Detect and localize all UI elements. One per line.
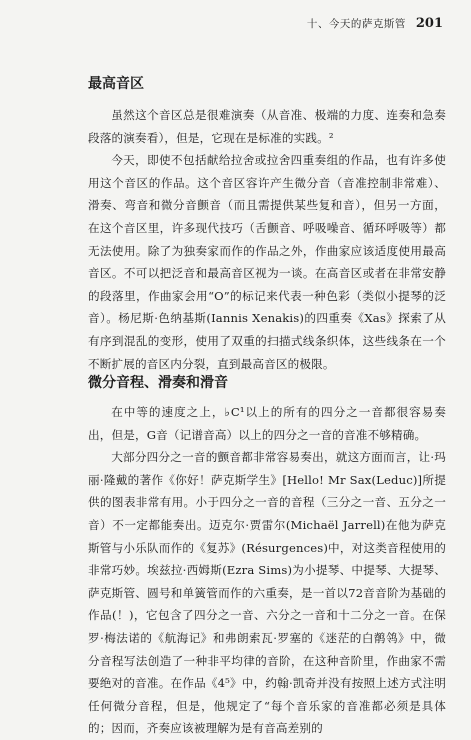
section-highest-register bbox=[88, 74, 446, 375]
paragraph: 虽然这个音区总是很难演奏（从音准、极端的力度、连奏和急奏段落的演奏看），但是，它现在是标准的实践。² bbox=[88, 108, 446, 145]
page-number: 201 bbox=[415, 16, 443, 31]
section-microtones bbox=[88, 373, 446, 740]
section-heading: 微分音程、滑奏和滑音 bbox=[88, 375, 228, 391]
section-heading: 最高音区 bbox=[88, 76, 144, 92]
paragraph: 在中等的速度之上，♭C¹以上的所有的四分之一音都很容易奏出，但是，G音（记谱音高）以上的四分之一音的音准不够精确。 bbox=[88, 405, 446, 442]
paragraph: 大部分四分之一音的颤音都非常容易奏出，就这方面而言，让·玛丽·隆戴的著作《你好！萨克斯学生》[Hello! Mr Sax(Leduc)]所提供的图表非常有用。小于四分之一音的音程（三分之一音、五分之一音）不一定都能奏出。迈克尔·贾雷尔(Michaël Jarrell)在他为萨克斯管与小乐队而作的《复苏》(Résurgences)中，对这类音程使用的非常巧妙。埃兹拉·西姆斯(Ezra Sims)为小提琴、中提琴、大提琴、萨克斯管、圆号和单簧管而作的六重奏，是一首以72音音阶为基础的作品(！)，它包含了四分之一音、六分之一音和十二分之一音。在保罗·梅法诺的《航海记》和弗朗索瓦·罗塞的《迷茫的白鹡鸰》中，微分音程写法创造了一种非平均律的音阶，在这种音阶里，作曲家不需要绝对的音准。在作品《4⁵》中，约翰·凯奇并没有按照上述方式注明任何微分音程，但是，他规定了“每个音乐家的音准都必须是具体的；因而，齐奏应该被理解为是有音高差别的 bbox=[88, 450, 446, 736]
paragraph: 今天，即使不包括献给拉舍或拉舍四重奏组的作品，也有许多使用这个音区的作品。这个音区容许产生微分音（音准控制非常难）、滑奏、弯音和微分音颤音（而且需提供某些复和音），但另一方面，在这个音区里，许多现代技巧（舌颤音、呼吸噪音、循环呼吸等）都无法使用。除了为独奏家而作的作品之外，作曲家应该适度使用最高音区。不可以把泛音和最高音区视为一谈。在高音区或者在非常安静的段落里，作曲家会用“O”的标记来代表一种色彩（类似小提琴的泛音）。杨尼斯·色纳基斯(Iannis Xenakis)的四重奏《Xas》探索了从有序到混乱的变形，使用了双重的扫描式线条织体，这些线条在一个不断扩展的音区内分裂，直到最高音区的极限。 bbox=[88, 153, 446, 371]
page-header bbox=[307, 16, 443, 31]
running-title: 十、今天的萨克斯管 bbox=[306, 18, 406, 30]
